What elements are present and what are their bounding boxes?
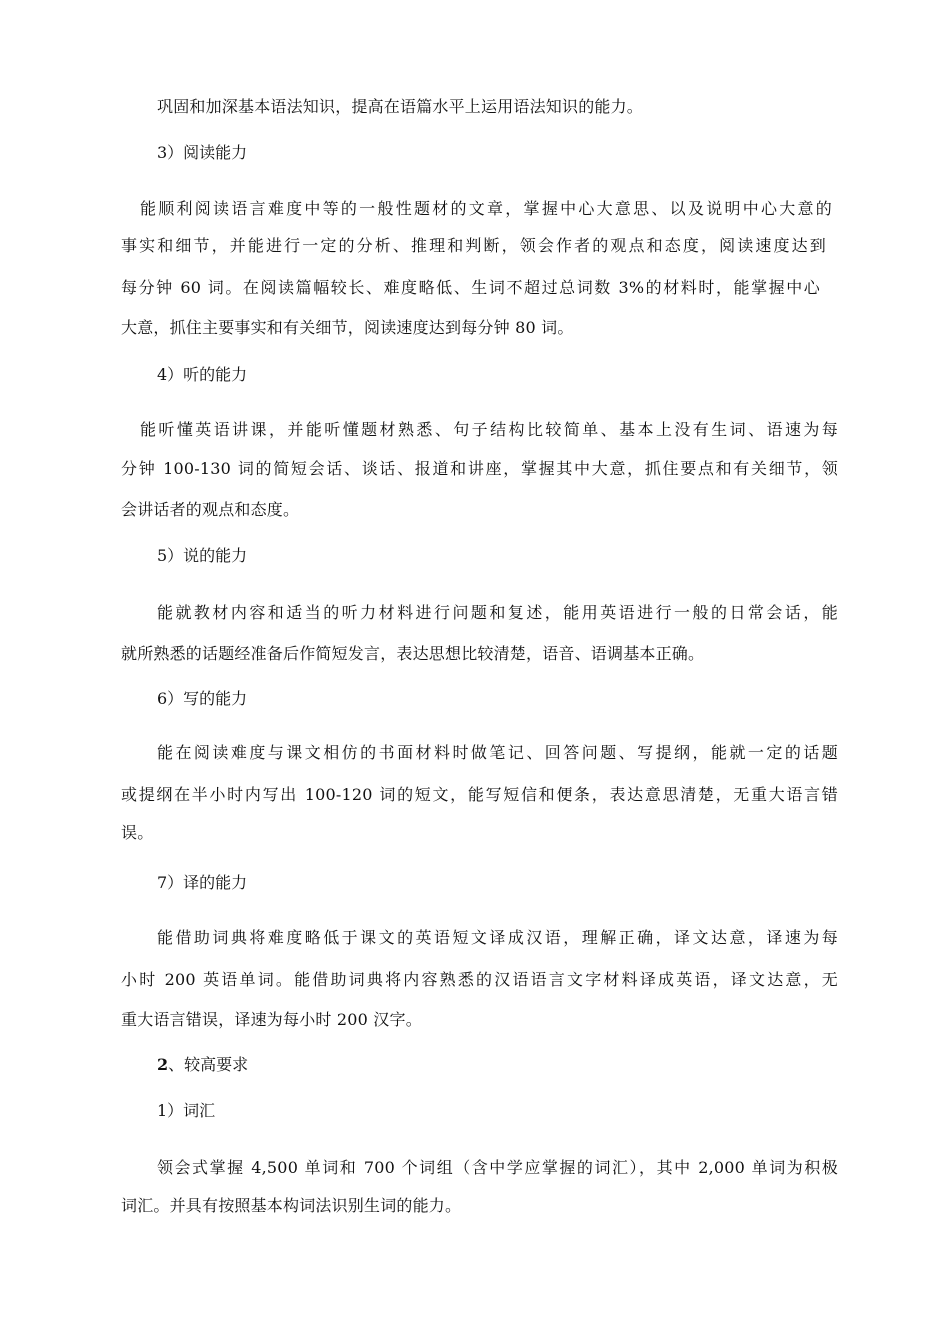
paragraph-line: 会讲话者的观点和态度。 (121, 500, 300, 519)
paragraph-line: 能就教材内容和适当的听力材料进行问题和复述，能用英语进行一般的日常会话，能 (157, 603, 838, 622)
paragraph-line: 分钟 100-130 词的简短会话、谈话、报道和讲座，掌握其中大意，抓住要点和有关细节，领 (121, 459, 838, 478)
paragraph-line: 能在阅读难度与课文相仿的书面材料时做笔记、回答问题、写提纲，能就一定的话题 (157, 743, 838, 762)
paragraph-line: 能听懂英语讲课，并能听懂题材熟悉、句子结构比较简单、基本上没有生词、语速为每 (140, 420, 838, 439)
paragraph-line: 能借助词典将难度略低于课文的英语短文译成汉语，理解正确，译文达意，译速为每 (157, 928, 838, 947)
subheading-writing: 6）写的能力 (157, 689, 248, 708)
subheading-listening: 4）听的能力 (157, 365, 248, 384)
paragraph-line: 巩固和加深基本语法知识，提高在语篇水平上运用语法知识的能力。 (157, 97, 644, 116)
paragraph-line: 领会式掌握 4,500 单词和 700 个词组（含中学应掌握的词汇），其中 2,000 单词为积极 (157, 1158, 838, 1177)
paragraph-line: 事实和细节，并能进行一定的分析、推理和判断，领会作者的观点和态度，阅读速度达到 (121, 236, 826, 255)
subheading-speaking: 5）说的能力 (157, 546, 248, 565)
paragraph-line: 词汇。并具有按照基本构词法识别生词的能力。 (121, 1196, 462, 1215)
subheading-translation: 7）译的能力 (157, 873, 248, 892)
subheading-reading: 3）阅读能力 (157, 143, 248, 162)
paragraph-line: 误。 (121, 823, 154, 842)
paragraph-line: 大意，抓住主要事实和有关细节，阅读速度达到每分钟 80 词。 (121, 318, 574, 337)
paragraph-line: 重大语言错误，译速为每小时 200 汉字。 (121, 1010, 422, 1029)
paragraph-line: 或提纲在半小时内写出 100-120 词的短文，能写短信和便条，表达意思清楚，无重大语言错 (121, 785, 838, 804)
paragraph-line: 能顺利阅读语言难度中等的一般性题材的文章，掌握中心大意思、以及说明中心大意的 (140, 199, 832, 218)
paragraph-line: 小时 200 英语单词。能借助词典将内容熟悉的汉语语言文字材料译成英语，译文达意，无 (121, 970, 838, 989)
subheading-vocabulary: 1）词汇 (157, 1101, 216, 1120)
paragraph-line: 就所熟悉的话题经准备后作简短发言，表达思想比较清楚，语音、语调基本正确。 (121, 644, 705, 663)
paragraph-line: 每分钟 60 词。在阅读篇幅较长、难度略低、生词不超过总词数 3%的材料时，能掌握中心 (121, 278, 820, 297)
section-number: 2 (157, 1055, 169, 1074)
section-title: 、较高要求 (168, 1055, 249, 1074)
section-heading-higher-requirements (157, 1055, 248, 1075)
